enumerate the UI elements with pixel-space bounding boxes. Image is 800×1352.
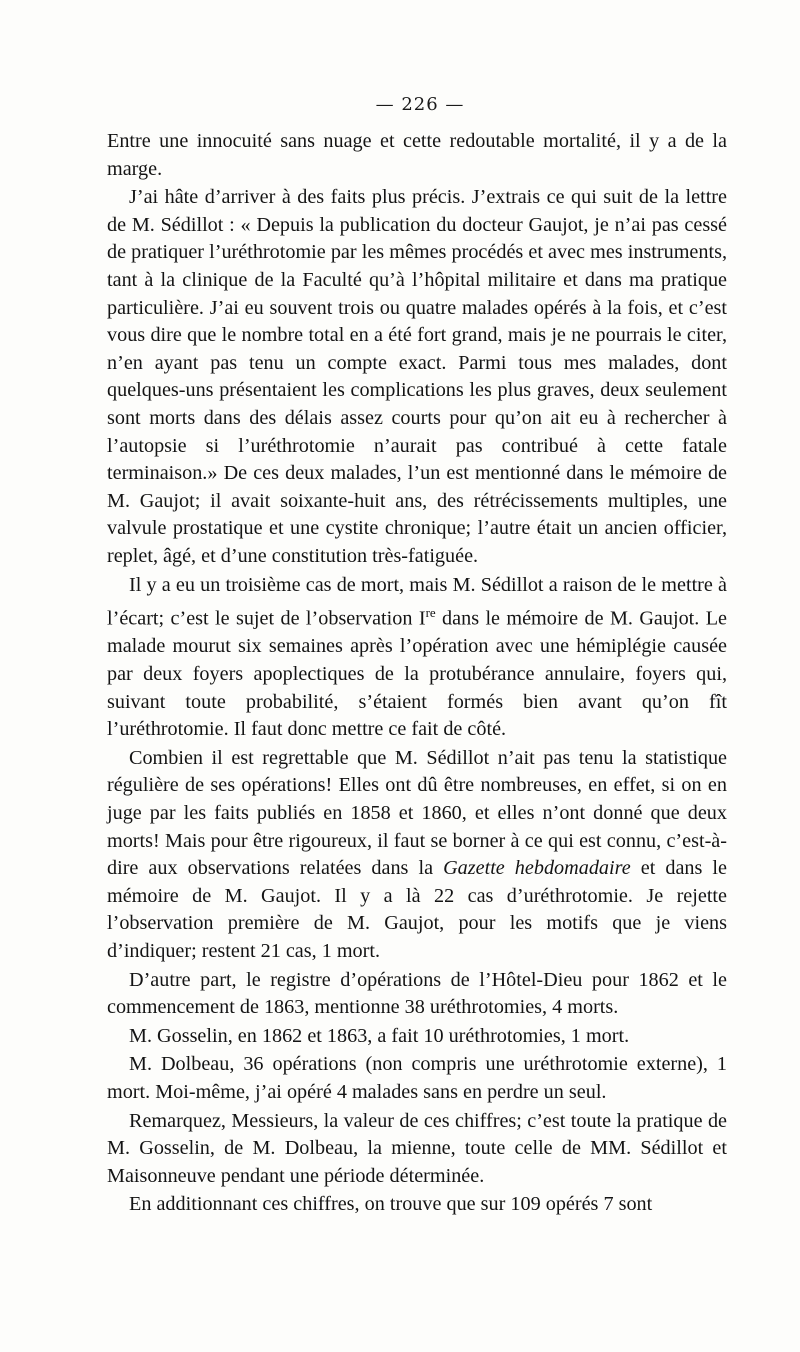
text-run: Entre une innocuité sans nuage et cette redoutable mortalité, il y a de la marge. bbox=[107, 130, 727, 180]
paragraph bbox=[107, 572, 727, 744]
text-run: Remarquez, Messieurs, la valeur de ces chiffres; c’est toute la pratique de M. Gosselin, de M. Dolbeau, la mienne, toute celle de MM. Sédillot et Maisonneuve pendant une période déterminée. bbox=[107, 1109, 727, 1187]
paragraph bbox=[107, 1191, 727, 1219]
paragraph bbox=[107, 967, 727, 1022]
paragraph bbox=[107, 745, 727, 966]
text-run: En additionnant ces chiffres, on trouve que sur 109 opérés 7 sont bbox=[129, 1193, 653, 1216]
paragraph bbox=[107, 1051, 727, 1106]
text-run: D’autre part, le registre d’opérations de l’Hôtel-Dieu pour 1862 et le commencement de 1863, mentionne 38 uréthrotomies, 4 morts. bbox=[107, 968, 727, 1019]
paragraph bbox=[107, 1023, 727, 1051]
superscript: re bbox=[425, 605, 436, 621]
text-run: Combien il est regrettable que M. Sédillot n’ait pas tenu la statistique régulière de ses opérations! Elles ont dû être nombreuses, en effet, si on en juge par les faits publiés en 1858 et 1860, et elles n’ont donné que deux morts! Mais pour être rigoureux, il faut se borner à ce qui est connu, c’est-à-dire aux observations relatées dans la bbox=[107, 746, 727, 880]
paragraph bbox=[107, 184, 727, 570]
text-run: J’ai hâte d’arriver à des faits plus précis. J’extrais ce qui suit de la lettre de M. Sédillot : « Depuis la publication du docteur Gaujot, je n’ai pas cessé de pratiquer l’uréthrotomie par les mêmes procédés et avec mes instruments, tant à la clinique de la Faculté qu’à l’hôpital militaire et dans ma pratique particulière. J’ai eu souvent trois ou quatre malades opérés à la fois, et c’est vous dire que le nombre total en a été fort grand, mais je ne pourrais le citer, n’en ayant pas tenu un compte exact. Parmi tous mes malades, dont quelques-uns présentaient les complications les plus graves, deux seulement sont morts dans des délais assez courts pour qu’on ait eu à rechercher à l’autopsie si l’uréthrotomie n’aurait pas contribué à cette fatale terminaison.» De ces deux malades, l’un est mentionné dans le mémoire de M. Gaujot; il avait soixante-huit ans, des rétrécissements multiples, une valvule prostatique et une cystite chronique; l’autre était un ancien officier, replet, âgé, et d’une constitution très-fatiguée. bbox=[107, 186, 727, 567]
text-run: M. Dolbeau, 36 opérations (non compris une uréthrotomie externe), 1 mort. Moi-même, j’ai opéré 4 malades sans en perdre un seul. bbox=[107, 1053, 727, 1103]
text-run: dans le mémoire de M. Gaujot. Le malade mourut six semaines après l’opération avec une hémiplégie causée par deux foyers apoplectiques de la protubérance annulaire, foyers qui, suivant toute probabilité, s’étaient formés bien avant qu’on fît l’uréthrotomie. Il faut donc mettre ce fait de côté. bbox=[107, 607, 728, 741]
paragraph bbox=[107, 128, 727, 183]
text-run: et dans le mémoire de M. Gaujot. Il y a là 22 cas d’uréthrotomie. Je rejette l’observation première de M. Gaujot, pour les motifs que je viens d’indiquer; restent 21 cas, 1 mort. bbox=[107, 857, 727, 962]
italic-title: Gazette hebdomadaire bbox=[443, 857, 631, 880]
text-run: I bbox=[418, 607, 426, 630]
paragraph bbox=[107, 1108, 727, 1191]
body-text bbox=[107, 128, 727, 1219]
text-run: Il y a eu un troisième cas de mort, mais M. Sédillot a raison de le mettre à l’écart; c’est le sujet de l’observation bbox=[107, 573, 727, 630]
page-number: — 226 — bbox=[375, 94, 465, 115]
text-run: M. Gosselin, en 1862 et 1863, a fait 10 uréthrotomies, 1 mort. bbox=[129, 1024, 630, 1047]
